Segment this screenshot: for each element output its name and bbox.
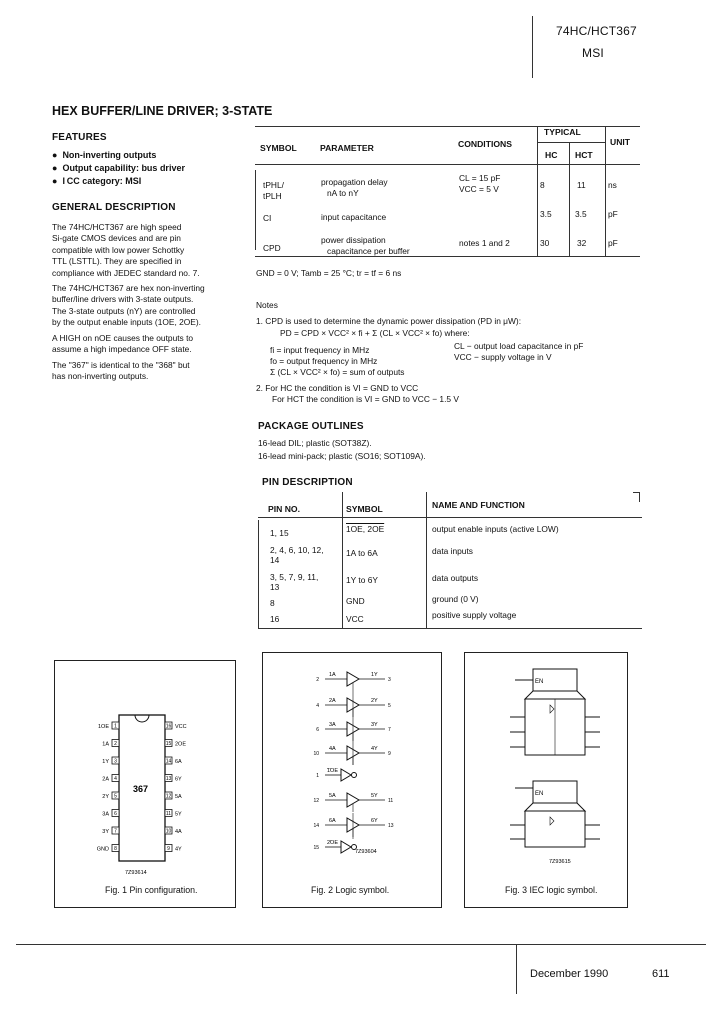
fig2-output-label: 5Y (371, 793, 378, 799)
note-formula: PD = CPD × VCC² × fi + Σ (CL × VCC² × fo) where: (280, 328, 470, 338)
fig1-pin-number: 7 (114, 828, 117, 835)
fig1-pin-number: 2 (114, 741, 117, 747)
fig1-left-pin-label: 1Y (102, 759, 109, 765)
row1-param2: nA to nY (327, 188, 359, 198)
row3-hct: 32 (577, 238, 587, 248)
fig2-oe1-label: 1OE (327, 768, 339, 774)
footer-page: 611 (652, 968, 670, 980)
pins-h-no: PIN NO. (268, 504, 300, 514)
row1-sym2: tPLH (263, 191, 282, 201)
note-def-4: CL − output load capacitance in pF (454, 341, 584, 351)
pin-row-name: ground (0 V) (432, 594, 479, 604)
general-p4: The "367" is identical to the "368" but has non-inverting outputs. (52, 360, 190, 382)
row1-sym1: tPHL/ (263, 180, 284, 190)
fig1-pin-number: 9 (167, 846, 170, 852)
fig1-right-pin-label: 6A (175, 759, 182, 765)
general-p2: The 74HC/HCT367 are hex non-inverting buffer/line drivers with 3-state outputs. The 3-state outputs (nY) are controlled by the output enable inputs (1OE, 2OE). (52, 283, 205, 328)
page-title: HEX BUFFER/LINE DRIVER; 3-STATE (52, 104, 273, 118)
row2-param: input capacitance (321, 212, 387, 222)
fig1-right-pin-label: 4Y (175, 846, 182, 853)
fig3-iec-symbol (464, 652, 628, 908)
general-p1: The 74HC/HCT367 are high speed Si-gate CMOS devices and are pin compatible with low power Schottky TTL (LSTTL). They are specified in compliance with JEDEC standard no. 7. (52, 222, 200, 278)
row3-unit: pF (608, 238, 618, 248)
note-2a: 2. For HC the condition is VI = GND to VCC (256, 383, 419, 393)
spec-h-hct: HCT (575, 150, 593, 160)
fig2-output-pin: 3 (388, 677, 391, 683)
note-2b: For HCT the condition is VI = GND to VCC − 1.5 V (272, 394, 459, 404)
note-def-1: fi = input frequency in MHz (270, 345, 370, 355)
fig2-output-label: 1Y (371, 672, 378, 678)
pin-row-name: positive supply voltage (432, 610, 517, 620)
fig1-left-pin-label: 3Y (102, 829, 109, 835)
row3-sym: CPD (263, 243, 281, 253)
pin-row-sym: 1A to 6A (346, 548, 378, 558)
fig2-input-pin: 12 (313, 798, 319, 804)
spec-h-unit: UNIT (610, 137, 631, 147)
fig1-left-pin-label: 1OE (97, 724, 109, 730)
fig1-left-pin-label: GND (96, 846, 109, 853)
fig2-oe2-pin: 15 (313, 845, 319, 851)
fig1-pin-configuration (54, 660, 236, 908)
fig1-right-pin-label: 5A (175, 794, 182, 800)
fig2-output-label: 2Y (371, 698, 378, 704)
fig2-oe2-label: 2OE (327, 840, 339, 846)
fig2-oe1-bubble (352, 773, 357, 778)
package-heading: PACKAGE OUTLINES (258, 421, 364, 432)
package-line-1: 16-lead DIL; plastic (SOT38Z). (258, 438, 372, 448)
fig2-input-pin: 6 (316, 727, 319, 733)
fig1-code: 7Z93614 (125, 870, 147, 876)
fig2-input-label: 1A (329, 672, 336, 678)
row3-cond: notes 1 and 2 (459, 238, 510, 248)
spec-footer: GND = 0 V; Tamb = 25 °C; tr = tf = 6 ns (256, 268, 402, 278)
fig2-output-pin: 13 (388, 823, 394, 829)
fig1-pin-number: 13 (165, 776, 172, 782)
fig1-pin-number: 10 (165, 828, 172, 835)
fig1-left-pin-label: 1A (102, 741, 109, 748)
footer-date: December 1990 (530, 968, 609, 980)
fig2-output-label: 4Y (371, 746, 378, 752)
header-rule (532, 16, 533, 78)
fig1-chip-label: 367 (133, 784, 149, 794)
fig2-code: 7Z93604 (355, 849, 377, 855)
fig3-en-label-1: EN (535, 679, 544, 685)
fig2-input-pin: 4 (316, 703, 319, 709)
row1-unit: ns (608, 180, 617, 190)
row1-hc: 8 (540, 180, 545, 190)
note-def-3: Σ (CL × VCC² × fo) = sum of outputs (270, 367, 405, 377)
fig1-caption: Fig. 1 Pin configuration. (105, 885, 198, 895)
footer-rule (16, 944, 706, 945)
fig1-pin-number: 15 (165, 741, 172, 747)
note-1: 1. CPD is used to determine the dynamic power dissipation (PD in μW): (256, 316, 522, 326)
spec-table (255, 118, 640, 268)
pins-h-sym: SYMBOL (346, 504, 383, 514)
general-p3: A HIGH on nOE causes the outputs to assume a high impedance OFF state. (52, 333, 194, 355)
pin-row-sym: 1Y to 6Y (346, 575, 378, 585)
pin-row-no: 1, 15 (270, 528, 289, 538)
fig2-diagram (263, 653, 441, 907)
fig3-en-label-2: EN (535, 791, 544, 797)
row2-sym: CI (263, 213, 272, 223)
pin-row-name: data inputs (432, 546, 473, 556)
general-heading: GENERAL DESCRIPTION (52, 202, 176, 213)
fig1-pin-number: 11 (165, 811, 172, 817)
fig1-pin-number: 12 (165, 793, 172, 800)
fig1-pin-number: 1 (114, 723, 117, 730)
fig2-input-label: 6A (329, 818, 336, 824)
row3-param2: capacitance per buffer (327, 246, 410, 256)
fig1-pin-number: 8 (114, 846, 117, 852)
pin-row-no: 3, 5, 7, 9, 11, (270, 572, 319, 582)
pin-row-no: 8 (270, 598, 275, 608)
fig1-left-pin-label: 2A (102, 776, 109, 783)
row3-hc: 30 (540, 238, 550, 248)
fig2-logic-symbol (262, 652, 442, 908)
fig1-right-pin-label: VCC (175, 724, 187, 730)
pins-h-name: NAME AND FUNCTION (432, 500, 525, 510)
fig2-caption: Fig. 2 Logic symbol. (311, 885, 390, 895)
notes-heading: Notes (256, 300, 278, 310)
row3-param1: power dissipation (321, 235, 386, 245)
fig2-input-pin: 14 (313, 823, 319, 829)
fig2-output-label: 3Y (371, 722, 378, 728)
fig1-pin-number: 6 (114, 811, 117, 817)
footer-divider (516, 944, 517, 994)
pin-row-name: output enable inputs (active LOW) (432, 524, 559, 534)
part-number: 74HC/HCT367 (556, 24, 637, 38)
fig1-right-pin-label: 6Y (175, 776, 182, 783)
fig3-diagram (465, 653, 627, 907)
fig1-diagram (55, 661, 235, 907)
row1-hct: 11 (577, 180, 586, 190)
pin-table (258, 490, 642, 630)
pin-row-name: data outputs (432, 573, 479, 583)
fig2-output-pin: 7 (388, 727, 391, 733)
spec-h-typical: TYPICAL (544, 127, 581, 137)
fig2-oe1-pin: 1 (316, 773, 319, 779)
fig1-right-pin-label: 2OE (175, 741, 187, 748)
row1-cond2: VCC = 5 V (459, 184, 499, 194)
fig2-input-label: 4A (329, 746, 336, 752)
fig2-oe2-gate (341, 841, 351, 853)
fig1-pin-number: 4 (114, 776, 117, 782)
fig2-output-pin: 11 (388, 798, 394, 804)
features-list (52, 150, 185, 189)
spec-h-hc: HC (545, 150, 558, 160)
features-heading: FEATURES (52, 132, 107, 143)
fig1-pin-number: 16 (165, 723, 172, 730)
note-def-2: fo = output frequency in MHz (270, 356, 378, 366)
fig1-pin-number: 3 (114, 758, 117, 765)
fig2-input-label: 5A (329, 793, 336, 799)
fig2-output-pin: 9 (388, 751, 391, 757)
note-def-5: VCC − supply voltage in V (454, 352, 552, 362)
fig1-right-pin-label: 5Y (175, 811, 182, 818)
pin-row-no: 16 (270, 614, 280, 624)
pin-row-no2: 14 (270, 555, 280, 565)
fig3-code: 7Z93615 (549, 859, 571, 865)
spec-h-parameter: PARAMETER (320, 143, 374, 153)
pins-heading: PIN DESCRIPTION (262, 477, 353, 488)
pin-row-no: 2, 4, 6, 10, 12, (270, 545, 324, 555)
fig1-left-pin-label: 3A (102, 811, 109, 818)
pin-row-sym: 1OE, 2OE (346, 524, 385, 534)
fig1-pin-number: 14 (165, 758, 172, 765)
fig1-left-pin-label: 2Y (102, 794, 109, 800)
fig2-input-pin: 2 (316, 677, 319, 683)
row1-cond1: CL = 15 pF (459, 173, 501, 183)
spec-h-symbol: SYMBOL (260, 143, 297, 153)
spec-h-conditions: CONDITIONS (458, 139, 512, 149)
row2-hc: 3.5 (540, 209, 552, 219)
fig2-output-label: 6Y (371, 818, 378, 824)
fig2-input-label: 2A (329, 698, 336, 704)
row1-param1: propagation delay (321, 177, 388, 187)
fig1-pin-number: 5 (114, 793, 117, 800)
fig2-input-label: 3A (329, 722, 336, 728)
pin-row-sym: GND (346, 596, 365, 606)
fig2-input-pin: 10 (313, 751, 319, 757)
fig1-right-pin-label: 4A (175, 829, 182, 835)
pin-row-sym: VCC (346, 614, 364, 624)
feature-item: ● I CC category: MSI (52, 176, 142, 186)
fig3-caption: Fig. 3 IEC logic symbol. (505, 885, 598, 895)
row2-hct: 3.5 (575, 209, 587, 219)
feature-item: ● Non-inverting outputs (52, 150, 157, 160)
device-class: MSI (582, 46, 604, 60)
package-line-2: 16-lead mini-pack; plastic (SO16; SOT109A). (258, 451, 426, 461)
feature-item: ● Output capability: bus driver (52, 163, 185, 173)
row2-unit: pF (608, 209, 618, 219)
pin-row-no2: 13 (270, 582, 280, 592)
fig2-oe1-gate (341, 769, 351, 781)
fig2-output-pin: 5 (388, 703, 391, 709)
